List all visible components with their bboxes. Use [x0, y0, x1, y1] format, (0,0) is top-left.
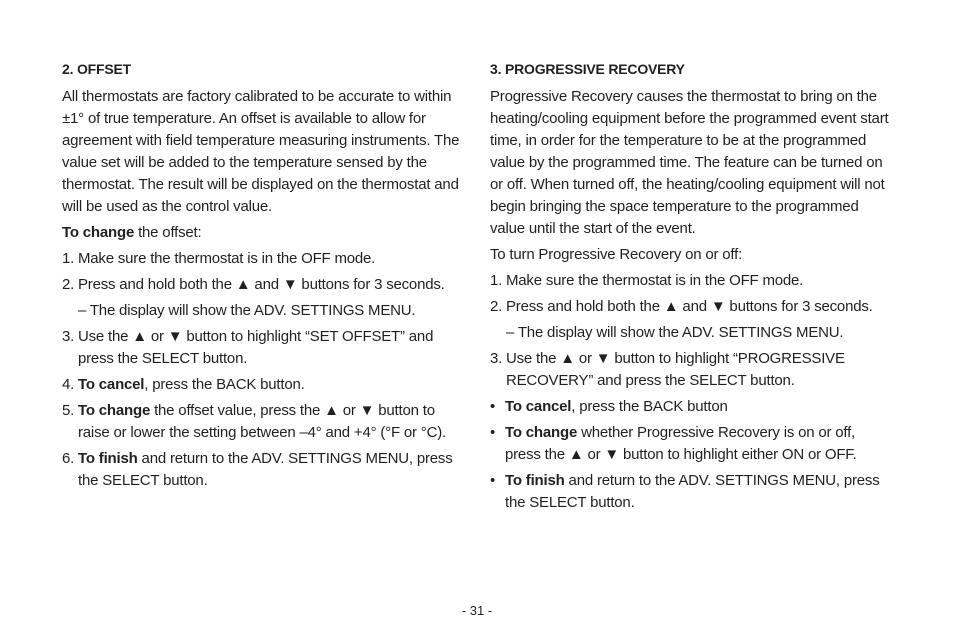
- offset-step-6: [62, 448, 466, 492]
- bullet-dot: •: [490, 398, 496, 415]
- step-text: Make sure the thermostat is in the OFF mode.: [506, 272, 804, 289]
- step-text: the offset value, press the ▲ or ▼ button to raise or lower the setting between –4° and +4° (°F or °C).: [78, 402, 446, 441]
- offset-section: [62, 58, 466, 496]
- bullet-bold: To cancel: [505, 398, 572, 415]
- step-bold: To cancel: [78, 376, 145, 393]
- offset-to-change: [62, 222, 466, 244]
- bullet-dot: •: [490, 424, 496, 441]
- step-bold: To change: [78, 402, 151, 419]
- bullet-text: and return to the ADV. SETTINGS MENU, press the SELECT button.: [505, 472, 880, 511]
- step-number: 1.: [62, 250, 75, 267]
- offset-step-3: [62, 326, 466, 370]
- step-number: 1.: [490, 272, 503, 289]
- step-number: 5.: [62, 402, 75, 419]
- recovery-heading: 3. PROGRESSIVE RECOVERY: [490, 61, 685, 77]
- step-number: 6.: [62, 450, 75, 467]
- step-number: 2.: [490, 298, 503, 315]
- bullet-text: whether Progressive Recovery is on or off, press the ▲ or ▼ button to highlight either ON or OFF.: [505, 424, 857, 463]
- step-text: Press and hold both the ▲ and ▼ buttons for 3 seconds.: [78, 276, 445, 293]
- step-number: 3.: [62, 328, 75, 345]
- offset-heading: 2. OFFSET: [62, 61, 131, 77]
- offset-to-change-bold: To change: [62, 224, 135, 241]
- recovery-step-1: [490, 270, 894, 292]
- step-number: 4.: [62, 376, 75, 393]
- step-text: Use the ▲ or ▼ button to highlight “PROGRESSIVE RECOVERY” and press the SELECT button.: [506, 350, 845, 389]
- page-number: - 31 -: [461, 603, 493, 618]
- recovery-sub-note: – The display will show the ADV. SETTINGS MENU.: [506, 324, 844, 341]
- offset-step-4: [62, 374, 466, 396]
- step-text: , press the BACK button.: [144, 376, 305, 393]
- bullet-bold: To change: [505, 424, 578, 441]
- recovery-bullet-change: [490, 422, 894, 466]
- step-number: 2.: [62, 276, 75, 293]
- recovery-step-3: [490, 348, 894, 392]
- offset-step-1: [62, 248, 466, 270]
- step-bold: To finish: [78, 450, 138, 467]
- step-text: and return to the ADV. SETTINGS MENU, press the SELECT button.: [78, 450, 453, 489]
- offset-step-5: [62, 400, 466, 444]
- recovery-step-2: [490, 296, 894, 318]
- offset-sub-note: – The display will show the ADV. SETTINGS MENU.: [78, 302, 416, 319]
- step-text: Press and hold both the ▲ and ▼ buttons for 3 seconds.: [506, 298, 873, 315]
- step-text: Use the ▲ or ▼ button to highlight “SET OFFSET” and press the SELECT button.: [78, 328, 434, 367]
- offset-to-change-rest: the offset:: [134, 224, 202, 241]
- recovery-bullet-cancel: [490, 396, 894, 418]
- bullet-text: , press the BACK button: [571, 398, 728, 415]
- step-text: Make sure the thermostat is in the OFF mode.: [78, 250, 376, 267]
- bullet-bold: To finish: [505, 472, 565, 489]
- offset-step-2: [62, 274, 466, 296]
- recovery-intro: Progressive Recovery causes the thermostat to bring on the heating/cooling equipment before the programmed event start time, in order for the temperature to be at the programmed value by the programmed time. The feature can be turned on or off. When turned off, the heating/cooling equipment will not begin bringing the space temperature to the programmed value until the start of the event.: [490, 88, 889, 237]
- recovery-bullet-finish: [490, 470, 894, 514]
- recovery-turn-on-off: To turn Progressive Recovery on or off:: [490, 246, 743, 263]
- step-number: 3.: [490, 350, 503, 367]
- bullet-dot: •: [490, 472, 496, 489]
- offset-intro: All thermostats are factory calibrated to be accurate to within ±1° of true temperature. An offset is available to allow for agreement with field temperature measuring instruments. The value set will be added to the temperature sensed by the thermostat. The result will be displayed on the thermostat and will be used as the control value.: [62, 88, 460, 215]
- recovery-section: [490, 58, 894, 518]
